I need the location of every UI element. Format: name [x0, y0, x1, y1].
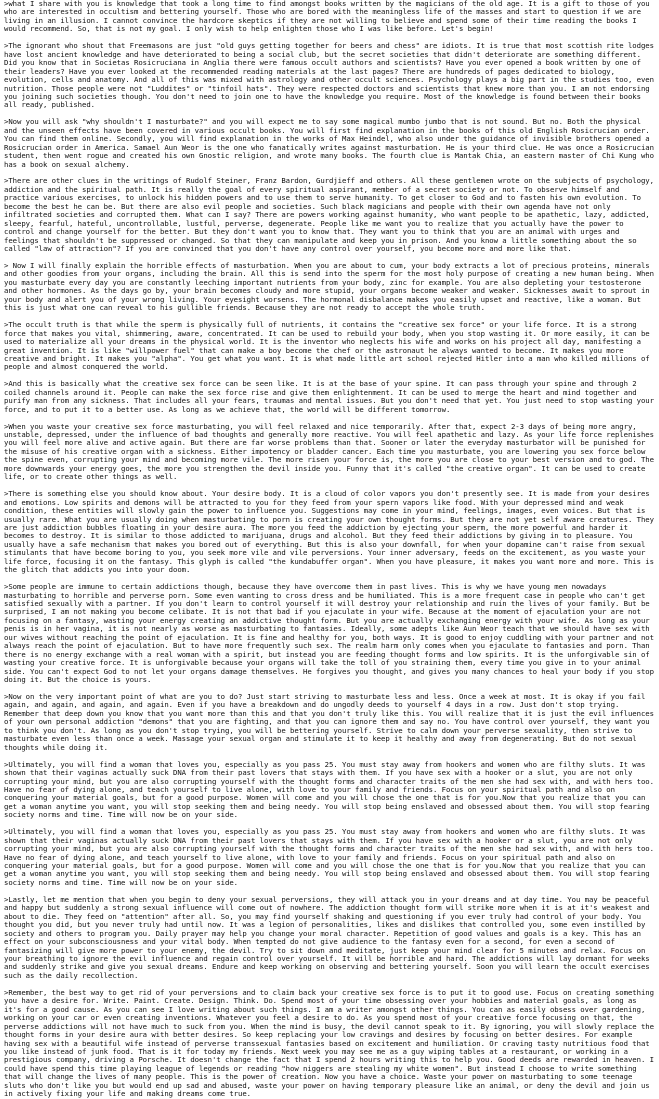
- paragraph-creative-sex-force: >And this is basically what the creative sex force can be seen like. It is at the base of your spine. It can pass through your spine and through 2 coiled channels around it. People can make the sex force rise and give them enlightenment. It can be used to merge the heart and mind together and purify man from any sickness. That includes all your fears, traumas and mental issues. But you don't need that yet. You just need to stop wasting your force, and to put it to a better use. As long as we achieve that, the world will be different tomorrow.: [4, 379, 654, 414]
- paragraph-freemasons: >The ignorant who shout that Freemasons are just "old guys getting together for beers and chess" are idiots. It is true that most scottish rite lodges have lost ancient knowledge and have deteriorated to being a social club, but the secret societies that didn't deteriorate are something different. Did you know that in Societas Rosicruciana in Anglia there were famous occult authors and scientists? Have you ever opened a book written by one of their leaders? Have you ever looked at the recommended reading materials at the last pages? There are hundreds of pages dedicated to biology, evolution, cells and anatomy. And all of this was mixed with astrology and other occult sciences. Psychology plays a big part in the studies too, even nutrition. Those people were not "Luddites" or "tinfoil hats". They were respected doctors and scientists that knew more than you. I am not endorsing you joining such societies though. You don't need to join one to have the knowledge you require. Most of the knowledge is found between their books all ready, published.: [4, 41, 654, 110]
- paragraph-remember: >Remember, the best way to get rid of your perversions and to claim back your creative sex force is to put it to good use. Focus on creating something you have a desire for. Write. Paint. Create. Design. Think. Do. Spend most of your time obsessing over your hobbies and material goals, as long as it's for a good cause. As you can see I love writing about such things. I am a writer amongst other things. You can as easily obsess over gardening, working on your car or even creating inventions. Whatever you feel a desire to do. As you spend most of your creative force focusing on that, the perverse addictions will not have much to suck from you. When the mind is busy, the devil cannot speak to it. By ignoring, you will slowly replace the thought forms in your desire aura with better desires. So keep replacing your low cravings and desires by focusing on better desires. For example having sex with a beautiful wife instead of perverse transsexual fantasies based on excitement and humiliation. Or craving tasty nutritious food that you like instead of junk food. That is it for today my friends. Next week you may see me as a guy wiping tables at a restaurant, or working in a prestigious company, driving a Porsche. It doesn't change the fact that I spend 2 hours writing this to help you. Good deeds are rewarded in heaven. I could have spend this time playing league of legends or reading "how niggers are stealing my white women". But instead I choose to write something that will change the lives of many people. This is the power of creation. Now you have a choice. Waste your power on masturbating to some teenage sluts who don't like you but would end up sad and abused, waste your power on having temporary pleasure like an animal, or deny the devil and join us in actively fixing your life and making dreams come true.: [4, 987, 654, 1099]
- paragraph-immune-addictions: >Some people are immune to certain addictions though, because they have overcome them in past lives. This is why we have young men nowadays masturbating to horrible and perverse porn. Some even wanting to cross dress and be humiliated. This is a more frequent case in people who can't get satisfied sexually with a partner. If you don't learn to control yourself it will destroy your relationship and ruin the lives of your family. But be surprised, I am not making you become celibate. It is not that bad if you ejaculate in your wife. Because at the moment of ejaculation your are not focusing on a fantasy, wasting your energy creating an addictive thought form. But you are actually exchanging energy with your wife. As long as your penis is in her vagina, it is not nearly as worse as masturbating to fantasies. Ideally, some adepts like Aun Weor teach that we should have sex with our wives without reaching the point of ejaculation. It is fine and healthy for you, both ways. It is good to enjoy cuddling with your partner and not always reach the point of ejaculation. But to have more frequently such sex. The realm harm only comes when you ejaculate to fantasies and porn. Than there is no energy exchange with a real woman with a spirit, but instead you are feeding thought forms and low spirits. It is the unforgivable sin of wasting your creative force. It is unforgivable because your organs will take the toll of you straining them, every time you give in to your animal side. You can't expect God to not let your organs damage themselves. He forgives you thought, and gives you many chances to heal your body if you stop doing it. But the choice is yours.: [4, 582, 654, 685]
- paragraph-ultimately-2: >Ultimately, you will find a woman that loves you, especially as you pass 25. You must stay away from hookers and women who are filthy sluts. It was shown that their vaginas actually suck DNA from their past lovers that stays with them. If you have sex with a hooker or a slut, you are not only corrupting your mind, but you are also corrupting yourself with the thought forms and character traits of the men she had sex with, and with hers too. Have no fear of dying alone, and teach yourself to live alone, with love to your family and friends. Focus on your spiritual path and also on conquering your material goals, but for a good purpose. Women will come and you will chose the one that is for you.Now that you realize that you can get a woman anytime you want, you will stop seeking them and being needy. You will stop being enslaved and obsessed about them. You will stop fearing society norms and time. Time will now be on your side.: [4, 827, 654, 887]
- paragraph-ultimately-1: >Ultimately, you will find a woman that loves you, especially as you pass 25. You must stay away from hookers and women who are filthy sluts. It was shown that their vaginas actually suck DNA from their past lovers that stays with them. If you have sex with a hooker or a slut, you are not only corrupting your mind, but you are also corrupting yourself with the thought forms and character traits of the men she had sex with, and with hers too. Have no fear of dying alone, and teach yourself to live alone, with love to your family and friends. Focus on your spiritual path and also on conquering your material goals, but for a good purpose. Women will come and you will chose the one that is for you.Now that you realize that you can get a woman anytime you want, you will stop seeking them and being needy. You will stop being enslaved and obsessed about them. You will stop fearing society norms and time. Time will now be on your side.: [4, 759, 654, 820]
- paragraph-horrible-effects: > Now I will finally explain the horrible effects of masturbation. When you are about to cum, your body extracts a lot of precious proteins, minerals and other goodies from your organs, including the brain. All this is send into the sperm for the most holy purpose of creating a new human being. When you masturbate every day you are constantly leeching important nutrients from your body, zinc for example. You are also depleting your testosterone and other hormones. As the days go by, your brain becomes cloudy and more stupid, your organs become weaker and weaker. Sicknesses await to sprout in your body and alert you of your wrong living. Your eyesight worsens. The hormonal disbalance makes you easily upset and reactive, like a woman. But this is just what one can reveal to his gullible friends. Because they are not ready to accept the whole truth.: [4, 260, 654, 313]
- paragraph-why-not-masturbate: >Now you will ask "why shouldn't I masturbate?" and you will expect me to say some magical mumbo jumbo that is not sound. But no. Both the physical and the unseen effects have been covered in various occult books. You will first find explanation in the books of this old English Rosicrucian order. You can find them online. Secondly, you will find explanation in the works of Max Heindel, who also under the guidance of invisible brothers opened a Rosicrucian order in America. Samael Aun Weor is the one who fanatically writes against masturbation. He is your third clue. He was once a Rosicrucian student, then went rogue and created his own Gnostic religion, and wrote many books. The fourth clue is Mantak Chia, an eastern master of Chi Kung who has a book on sexual alchemy.: [4, 117, 654, 169]
- paragraph-other-clues: >There are other clues in the writings of Rudolf Steiner, Franz Bardon, Gurdjieff and others. All these gentlemen wrote on the subjects of psychology, addiction and the spiritual path. It is really the goal of every spiritual aspirant, member of a secret society or not. To observe himself and practice various exercises, to unlock his hidden powers and to use them to serve humanity. To get closer to God and to fasten his own evolution. To become the best he can be. But there are also evil people and societies. Such black magicians and people with their own agenda have not only infiltrated societies and corrupted them. What can I say? There are powers working against humanity, who want people to be apathetic, lazy, addicted, sleepy, fearful, hateful, uncontrollable, lustful, perverse, degenerate. People like me want you to realize that you actually have the power to control and change yourself for the better. But they don't want you to know that. They want you to think that you are an animal with urges and feelings that shouldn't be suppressed or changed. So that they can manipulate and keep you in prison. And you know a little something about the so called "law of attraction"? If you are convinced that you don't have any control over yourself, you become more and more like that.: [4, 176, 654, 254]
- paragraph-lastly: >Lastly, let me mention that when you begin to deny your sexual perversions, they will attack you in your dreams and at day time. You may be peaceful and happy but suddenly a strong sexual influence will come out of nowhere. The addiction thought form will strike more when it is at it's weakest and about to die. They feed on "attention" after all. So, you may find yourself shaking and questioning if you ever truly had control of your body. You thought you did, but you never truly had until now. It was a legion of personalities, likes and dislikes that controlled you, some even instilled by society and others to program you. Daily prayer may help you change your moral character. Repetition of good values and goals is a key. This has an effect on your subconsciousness and your vital body. When tempted do not give audience to the fantasy even for a second, for even a second of fantasizing will give more power to your enemy, the devil. Try to sit down and meditate, just keep your mind clear for 5 minutes and relax. Focus on your breathing to ignore the evil influence and regain control over yourself. It will be horrible and hard. The addictions will lay dormant for weeks and suddenly strike and give you sexual dreams. Endure and keep working on observing and bettering yourself. Soon you will learn the occult exercises such as the daily recollection.: [4, 894, 650, 980]
- paragraph-what-to-do: >Now on the very important point of what are you to do? Just start striving to masturbate less and less. Once a week at most. It is okay if you fail again, and again, and again, and again. Even if you have a breakdown and do ungodly deeds to yourself 4 days in a row. Just don't stop trying. Remember that deep down you know that you want more than this and that you don't truly like this. You will realize that it is just the evil influences of your own personal addiction "demons" that you are fighting, and that you can ignore them and say no. You have control over yourself, they want you to think you don't. As long as you don't stop trying, you will be bettering yourself. Strive to calm down your perverse sexuality, then strive to masturbate even less than once a week. Massage your sexual organ and stimulate it to keep it healthy and away from degenerating. But do not sexual thoughts while doing it.: [4, 692, 654, 752]
- paragraph-intro: >what I share with you is knowledge that took a long time to find amongst books written by the magicians of the old age. It is a gift to those of you who are interested in occultism and bettering yourself. Those who are bored with the meaningless life of the masses and start to question if we are living in an illusion. I cannot convince the hardcore skeptics if they are not willing to believe and spend some of their time reading the books I would recommend. So, that is not my goal. I only wish to help enlighten those who I was like before. Let's begin!: [4, 0, 650, 34]
- paragraph-occult-truth: >The occult truth is that while the sperm is physically full of nutrients, it contains the "creative sex force" or your life force. It is a strong force that makes you vital, shimmering, aware, concentrated. It can be used to rebuild your body, when you stop wasting it. Or more easily, it can be used to materialize all your dreams in the physical world. It is the inventor who neglects his wife and works on his project all day, manifesting a great invention. It is like "willpower fuel" that can make a boy become the chef or the astronaut he always wanted to become. It makes you more creative and bright. It makes you "alpha". You get what you want. It is what made little art school rejected Hitler into a man who killed millions of people and almost conquered the world.: [4, 320, 650, 372]
- paragraph-wasting-force: >When you waste your creative sex force masturbating, you will feel relaxed and nice temporarily. After that, expect 2-3 days of being more angry, unstable, depressed, under the influence of bad thoughts and generally more reactive. You will feel apathetic and lazy. As your life force replenishes you will feel more alive and active again. But there are far worse problems than that. Sooner or later the everyday masturbator will be punished for the misuse of his creative organ with a sickness. Either impotency or bladder cancer. Each time you masturbate, you are lowering you sex force below the spine even, corrupting your mind and becoming more vile. The more risen your force is, the more you are close to your best version and to god. The more downwards your energy goes, the more you strengthen the devil inside you. Funny that it's called "the creative organ". It can be used to create life, or to create other things as well.: [4, 421, 654, 482]
- paragraph-desire-body: >There is something else you should know about. Your desire body. It is a cloud of color vapors you don't presently see. It is made from your desires and emotions. Low spirits and demons will be attracted to you for they feed from your spern vapors like food. With your depressed mind and weak condition, these entities will slowly gain the power to influence you. Suggestions may come in your mind, feelings, images, even voices. But that is usually rare. What you are usually doing when masturbating to porn is creating your own thought forms. But they are not yet self aware creatures. They are just addiction bubbles floating in your desire aura. The more you feed the addiction by ejecting your sperm, the more powerful and harder it becomes to destroy. It is similar to those addicted to marijuana, drugs and alcohol. But they feed their addictions by giving in to pleasure. You usually have a safe mechanism that makes you bored out of everything. But this is also your downfall, for when your dopamine can't raise from sexual stimulants that have become boring to you, you seek more vile and vile perversions. Your inner adversary, feeds on the excitement, as you waste your life force, focusing it on the fantasy. This glyph is called "the kundabuffer organ". When you have pleasure, it makes you want more and more. This is the glitch that addicts you into your doom.: [4, 489, 654, 575]
